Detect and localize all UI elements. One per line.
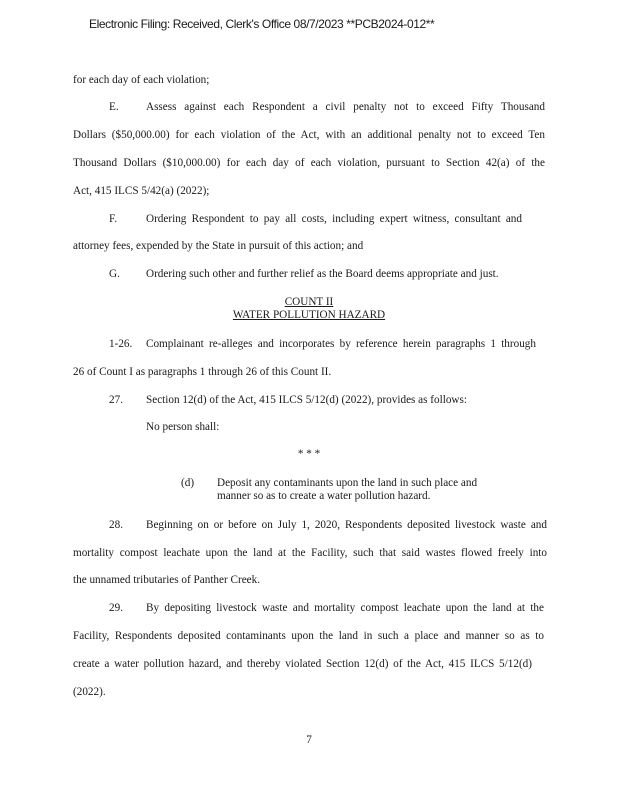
text-line: Complainant re-alleges and incorporates by reference herein paragraphs 1 through: [146, 338, 536, 350]
text-line: Ordering Respondent to pay all costs, including expert witness, consultant and: [146, 213, 522, 225]
text-line: mortality compost leachate upon the land at the Facility, such that said wastes flowed freely into: [73, 547, 547, 559]
item-label-f: F.: [109, 213, 118, 225]
subsection-label: (d): [181, 477, 195, 489]
text-line: Assess against each Respondent a civil penalty not to exceed Fifty Thousand: [146, 101, 545, 113]
text-line: Ordering such other and further relief as the Board deems appropriate and just.: [146, 268, 499, 280]
text-line: By depositing livestock waste and mortality compost leachate upon the land at the: [146, 602, 544, 614]
paragraph-label: 1-26.: [109, 338, 133, 350]
quoted-text-line: Deposit any contaminants upon the land in such place and: [217, 477, 478, 489]
quoted-text-line: manner so as to create a water pollution hazard.: [217, 490, 431, 502]
text-line: Thousand Dollars ($10,000.00) for each day of each violation, pursuant to Section 42(a) of the: [73, 157, 545, 169]
ellipsis-stars: * * *: [297, 448, 321, 460]
item-label-g: G.: [109, 268, 120, 280]
text-line: create a water pollution hazard, and thereby violated Section 12(d) of the Act, 415 ILCS 5/12(d): [73, 658, 532, 670]
text-line: Section 12(d) of the Act, 415 ILCS 5/12(d) (2022), provides as follows:: [146, 394, 467, 406]
count-subtitle: WATER POLLUTION HAZARD: [232, 309, 386, 321]
text-line: No person shall:: [146, 421, 220, 433]
item-label-e: E.: [109, 101, 119, 113]
text-line: Act, 415 ILCS 5/42(a) (2022);: [73, 185, 210, 197]
text-line: (2022).: [73, 686, 106, 698]
page-number: 7: [306, 734, 312, 746]
count-title: COUNT II: [284, 296, 334, 308]
text-line: the unnamed tributaries of Panther Creek.: [73, 574, 261, 586]
text-line: Facility, Respondents deposited contaminants upon the land in such a place and manner so as to: [73, 630, 544, 642]
text-line: attorney fees, expended by the State in pursuit of this action; and: [73, 240, 364, 252]
text-line: 26 of Count I as paragraphs 1 through 26 of this Count II.: [73, 366, 332, 378]
electronic-filing-stamp: Electronic Filing: Received, Clerk's Office 08/7/2023 **PCB2024-012**: [89, 17, 435, 31]
text-line: for each day of each violation;: [73, 74, 210, 86]
paragraph-label: 28.: [109, 519, 123, 531]
text-line: Dollars ($50,000.00) for each violation of the Act, with an additional penalty not to exceed Ten: [73, 129, 545, 141]
paragraph-label: 27.: [109, 394, 123, 406]
paragraph-label: 29.: [109, 602, 123, 614]
text-line: Beginning on or before on July 1, 2020, Respondents deposited livestock waste and: [146, 519, 547, 531]
